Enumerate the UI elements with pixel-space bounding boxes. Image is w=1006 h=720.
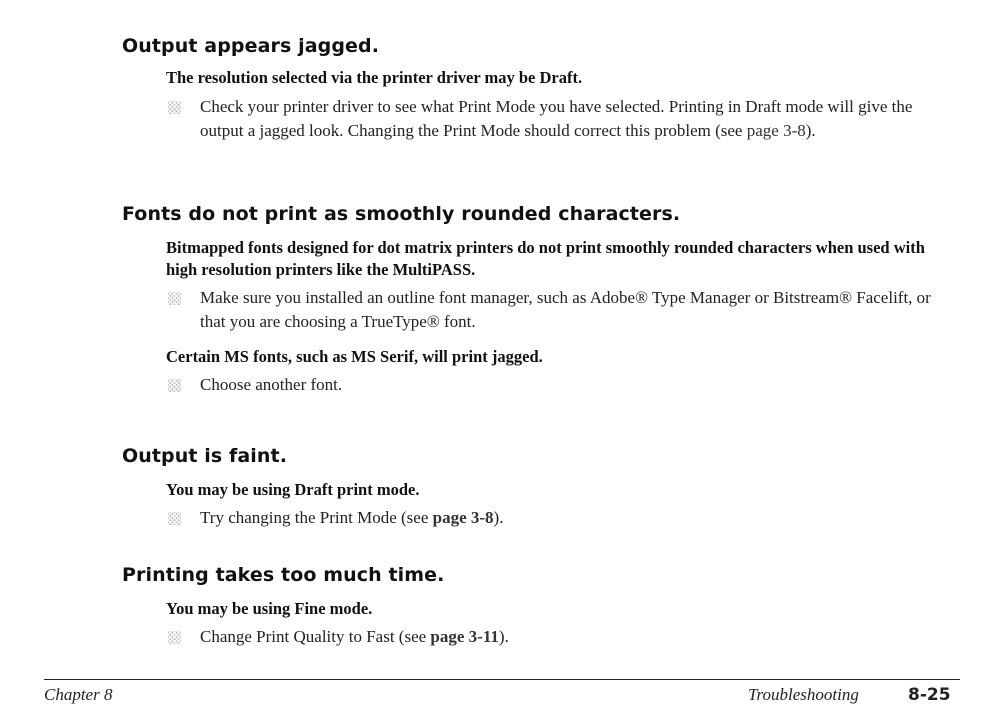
- section-printing-slow: [122, 563, 952, 649]
- solution-item: [166, 95, 952, 143]
- checkered-bullet-icon: [168, 379, 181, 392]
- section-heading: Printing takes too much time.: [122, 564, 445, 586]
- section-output-faint: [122, 444, 952, 530]
- solution-text-end: ).: [498, 627, 509, 646]
- section-fonts-not-smooth: [122, 202, 952, 397]
- page-reference: page 3-8: [746, 121, 806, 140]
- solution-item: [166, 286, 952, 334]
- solution-item: [166, 506, 952, 530]
- cause-statement: You may be using Draft print mode.: [166, 480, 420, 499]
- section-heading: Output is faint.: [122, 445, 288, 467]
- solution-item: [166, 373, 952, 397]
- section-output-jagged: [122, 34, 952, 143]
- footer-chapter: Chapter 8: [44, 685, 113, 704]
- checkered-bullet-icon: [168, 631, 181, 644]
- solution-text-end: ).: [493, 508, 504, 527]
- solution-text: Make sure you installed an outline font manager, such as Adobe® Type Manager or Bitstream® Facelift, or that you are choosing a TrueType® font.: [200, 288, 931, 331]
- checkered-bullet-icon: [168, 292, 181, 305]
- solution-text-end: ).: [805, 121, 816, 140]
- solution-text: Choose another font.: [200, 375, 343, 394]
- cause-statement: You may be using Fine mode.: [166, 599, 373, 618]
- solution-text: Change Print Quality to Fast (see: [200, 627, 431, 646]
- cause-statement: Bitmapped fonts designed for dot matrix printers do not print smoothly rounded characters when used with high resolution printers like the MultiPASS.: [166, 238, 925, 279]
- solution-text: Check your printer driver to see what Print Mode you have selected. Printing in Draft mode will give the output a jagged look. Changing the Print Mode should correct this problem (see: [200, 97, 913, 140]
- cause-statement: The resolution selected via the printer driver may be Draft.: [166, 68, 583, 87]
- section-heading: Fonts do not print as smoothly rounded characters.: [122, 203, 681, 225]
- section-heading: Output appears jagged.: [122, 35, 380, 57]
- checkered-bullet-icon: [168, 101, 181, 114]
- checkered-bullet-icon: [168, 512, 181, 525]
- solution-text: Try changing the Print Mode (see: [200, 508, 433, 527]
- solution-item: [166, 625, 952, 649]
- page-reference: page 3-8: [432, 508, 494, 527]
- footer-divider: [44, 679, 960, 680]
- page-reference: page 3-11: [430, 627, 499, 646]
- cause-statement: Certain MS fonts, such as MS Serif, will print jagged.: [166, 347, 543, 366]
- footer-page-number: 8-25: [908, 685, 951, 705]
- footer-chapter-title: Troubleshooting: [748, 685, 859, 704]
